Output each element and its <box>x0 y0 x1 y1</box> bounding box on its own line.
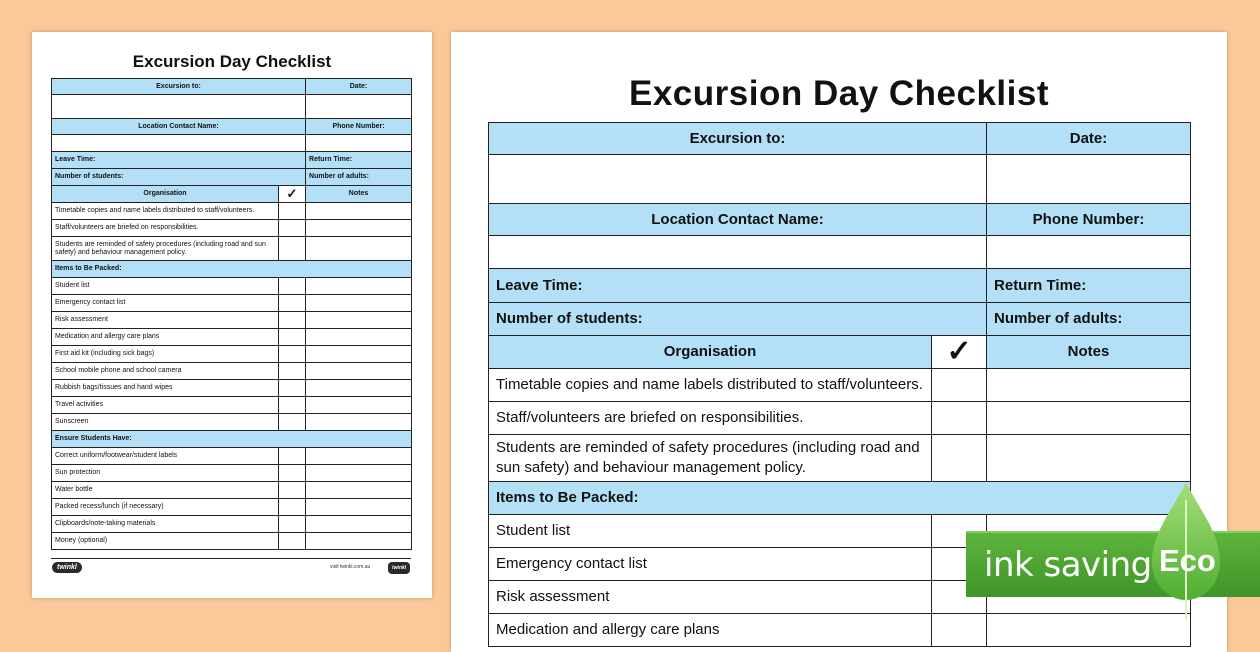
organisation-item: Timetable copies and name labels distributed to staff/volunteers. <box>489 369 932 402</box>
number-of-adults-label: Number of adults: <box>987 303 1191 336</box>
student-notes[interactable] <box>306 533 412 550</box>
packed-checkbox[interactable] <box>279 380 306 397</box>
phone-number-label: Phone Number: <box>306 119 412 135</box>
packed-notes[interactable] <box>306 295 412 312</box>
items-to-be-packed-heading: Items to Be Packed: <box>52 261 412 278</box>
packed-item: Rubbish bags/tissues and hand wipes <box>52 380 279 397</box>
student-checkbox[interactable] <box>279 516 306 533</box>
student-item: Correct uniform/footwear/student labels <box>52 448 279 465</box>
thumbnail-title: Excursion Day Checklist <box>132 52 332 71</box>
notes-header: Notes <box>306 186 412 203</box>
footer-divider <box>51 558 411 559</box>
packed-checkbox[interactable] <box>279 295 306 312</box>
organisation-checkbox[interactable] <box>279 220 306 237</box>
packed-checkbox[interactable] <box>279 414 306 431</box>
packed-item: First aid kit (including sick bags) <box>52 346 279 363</box>
packed-notes[interactable] <box>306 329 412 346</box>
packed-notes[interactable] <box>306 278 412 295</box>
student-item: Sun protection <box>52 465 279 482</box>
excursion-to-label: Excursion to: <box>489 123 987 155</box>
packed-checkbox[interactable] <box>279 397 306 414</box>
packed-item: Sunscreen <box>52 414 279 431</box>
location-contact-field[interactable] <box>52 135 306 152</box>
return-time-label: Return Time: <box>306 152 412 169</box>
ensure-students-have-heading: Ensure Students Have: <box>52 431 412 448</box>
organisation-checkbox[interactable] <box>279 237 306 261</box>
packed-item: Student list <box>52 278 279 295</box>
twinkl-badge: twinkl <box>388 562 410 574</box>
packed-notes[interactable] <box>306 346 412 363</box>
items-to-be-packed-heading: Items to Be Packed: <box>489 482 1191 515</box>
packed-checkbox[interactable] <box>279 278 306 295</box>
packed-checkbox[interactable] <box>279 363 306 380</box>
organisation-notes[interactable] <box>987 369 1191 402</box>
packed-item: School mobile phone and school camera <box>52 363 279 380</box>
leave-time-label: Leave Time: <box>52 152 306 169</box>
student-checkbox[interactable] <box>279 465 306 482</box>
page-title: Excursion Day Checklist <box>629 74 1049 113</box>
thumbnail-page[interactable] <box>32 32 432 598</box>
phone-number-field[interactable] <box>306 135 412 152</box>
number-of-students-label: Number of students: <box>489 303 987 336</box>
date-label: Date: <box>987 123 1191 155</box>
student-item: Water bottle <box>52 482 279 499</box>
check-icon: ✓ <box>932 336 987 369</box>
organisation-item: Staff/volunteers are briefed on responsibilities. <box>52 220 279 237</box>
eco-label: Eco <box>1159 543 1216 578</box>
return-time-label: Return Time: <box>987 269 1191 303</box>
organisation-item: Staff/volunteers are briefed on responsibilities. <box>489 402 932 435</box>
organisation-checkbox[interactable] <box>932 369 987 402</box>
packed-checkbox[interactable] <box>279 346 306 363</box>
organisation-checkbox[interactable] <box>932 402 987 435</box>
packed-item: Risk assessment <box>489 581 932 614</box>
phone-number-field[interactable] <box>987 236 1191 269</box>
location-contact-label: Location Contact Name: <box>489 204 987 236</box>
student-item: Clipboards/note-taking materials <box>52 516 279 533</box>
organisation-header: Organisation <box>52 186 279 203</box>
packed-checkbox[interactable] <box>932 614 987 647</box>
student-checkbox[interactable] <box>279 448 306 465</box>
packed-notes[interactable] <box>306 380 412 397</box>
student-checkbox[interactable] <box>279 499 306 516</box>
packed-item: Emergency contact list <box>52 295 279 312</box>
organisation-notes[interactable] <box>306 220 412 237</box>
organisation-checkbox[interactable] <box>932 435 987 482</box>
packed-notes[interactable] <box>306 414 412 431</box>
date-field[interactable] <box>306 95 412 119</box>
student-item: Money (optional) <box>52 533 279 550</box>
date-label: Date: <box>306 79 412 95</box>
check-icon: ✓ <box>279 186 306 203</box>
student-notes[interactable] <box>306 465 412 482</box>
thumbnail-checklist-table <box>51 78 412 550</box>
leave-time-label: Leave Time: <box>489 269 987 303</box>
organisation-item: Timetable copies and name labels distributed to staff/volunteers. <box>52 203 279 220</box>
packed-notes[interactable] <box>306 312 412 329</box>
student-item: Packed recess/lunch (if necessary) <box>52 499 279 516</box>
packed-item: Medication and allergy care plans <box>52 329 279 346</box>
excursion-to-field[interactable] <box>489 155 987 204</box>
location-contact-field[interactable] <box>489 236 987 269</box>
packed-checkbox[interactable] <box>279 329 306 346</box>
number-of-students-label: Number of students: <box>52 169 306 186</box>
ink-saving-label: ink saving <box>984 545 1152 585</box>
organisation-notes[interactable] <box>987 435 1191 482</box>
location-contact-label: Location Contact Name: <box>52 119 306 135</box>
twinkl-logo: twinkl <box>52 562 82 573</box>
packed-item: Travel activities <box>52 397 279 414</box>
organisation-item: Students are reminded of safety procedures (including road and sun safety) and behaviour management policy. <box>52 237 279 261</box>
organisation-header: Organisation <box>489 336 932 369</box>
organisation-notes[interactable] <box>306 203 412 220</box>
packed-notes[interactable] <box>306 363 412 380</box>
student-checkbox[interactable] <box>279 533 306 550</box>
excursion-to-label: Excursion to: <box>52 79 306 95</box>
student-checkbox[interactable] <box>279 482 306 499</box>
student-notes[interactable] <box>306 482 412 499</box>
packed-item: Student list <box>489 515 932 548</box>
excursion-to-field[interactable] <box>52 95 306 119</box>
packed-item: Medication and allergy care plans <box>489 614 932 647</box>
phone-number-label: Phone Number: <box>987 204 1191 236</box>
date-field[interactable] <box>987 155 1191 204</box>
student-notes[interactable] <box>306 448 412 465</box>
organisation-checkbox[interactable] <box>279 203 306 220</box>
packed-notes[interactable] <box>306 397 412 414</box>
student-notes[interactable] <box>306 499 412 516</box>
notes-header: Notes <box>987 336 1191 369</box>
organisation-notes[interactable] <box>306 237 412 261</box>
packed-checkbox[interactable] <box>279 312 306 329</box>
packed-item: Emergency contact list <box>489 548 932 581</box>
number-of-adults-label: Number of adults: <box>306 169 412 186</box>
student-notes[interactable] <box>306 516 412 533</box>
footer-url[interactable]: visit twinkl.com.au <box>330 564 371 570</box>
organisation-item: Students are reminded of safety procedures (including road and sun safety) and behaviour management policy. <box>489 435 932 482</box>
organisation-notes[interactable] <box>987 402 1191 435</box>
packed-item: Risk assessment <box>52 312 279 329</box>
